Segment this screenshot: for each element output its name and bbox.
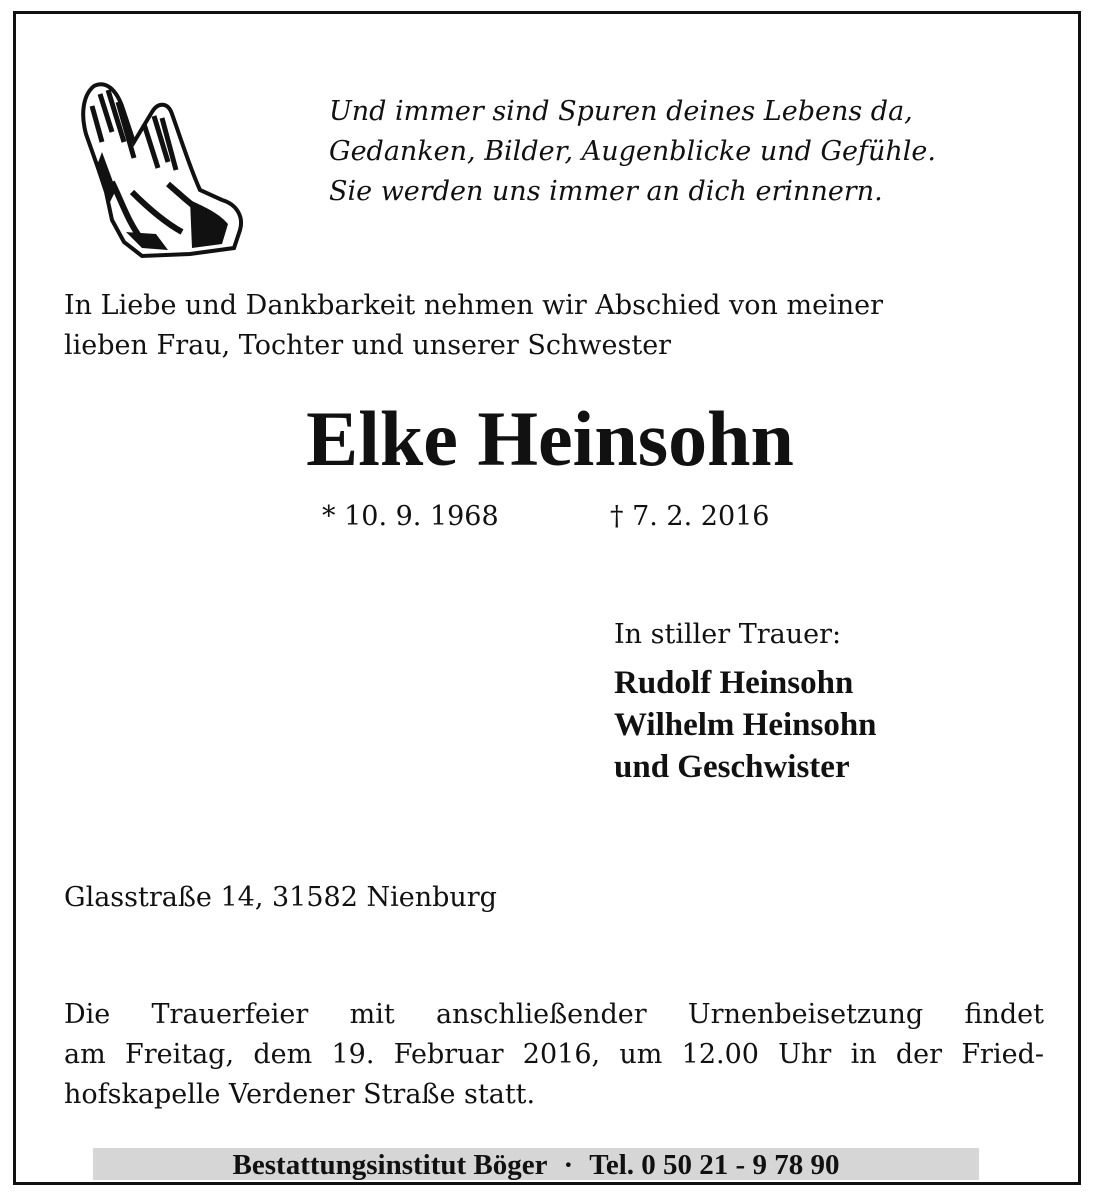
ceremony-line: Die Trauerfeier mit anschließender Urnenbeisetzung findet	[64, 999, 1044, 1030]
verse-line: Sie werden uns immer an dich erinnern.	[329, 176, 883, 207]
praying-hands-icon	[72, 72, 252, 262]
ceremony-line: hofskapelle Verdener Straße statt.	[64, 1079, 536, 1110]
intro-text	[64, 286, 1054, 366]
intro-line: In Liebe und Dankbarkeit nehmen wir Abschied von meiner	[64, 290, 884, 321]
mourner-name: Wilhelm Heinsohn	[614, 707, 877, 743]
verse	[329, 92, 1069, 212]
verse-line: Gedanken, Bilder, Augenblicke und Gefühle.	[329, 136, 936, 167]
intro-line: lieben Frau, Tochter und unserer Schwester	[64, 330, 672, 361]
funeral-home-phone: Tel. 0 50 21 - 9 78 90	[589, 1149, 840, 1181]
mourner-name: und Geschwister	[614, 749, 850, 785]
footer-separator: ·	[563, 1149, 574, 1181]
mourners-block	[614, 614, 1054, 788]
obituary-notice	[13, 11, 1081, 1185]
address: Glasstraße 14, 31582 Nienburg	[64, 882, 497, 913]
funeral-home-footer	[93, 1148, 979, 1180]
birth-date: * 10. 9. 1968	[322, 501, 499, 532]
ceremony-text	[64, 995, 1044, 1115]
verse-line: Und immer sind Spuren deines Lebens da,	[329, 96, 913, 127]
ceremony-line: am Freitag, dem 19. Februar 2016, um 12.00 Uhr in der Fried-	[64, 1039, 1044, 1070]
death-date: † 7. 2. 2016	[610, 501, 770, 532]
funeral-home-name: Bestattungsinstitut Böger	[232, 1149, 548, 1181]
mourner-name: Rudolf Heinsohn	[614, 665, 854, 701]
deceased-name: Elke Heinsohn	[306, 395, 794, 482]
mourners-label: In stiller Trauer:	[614, 619, 842, 650]
